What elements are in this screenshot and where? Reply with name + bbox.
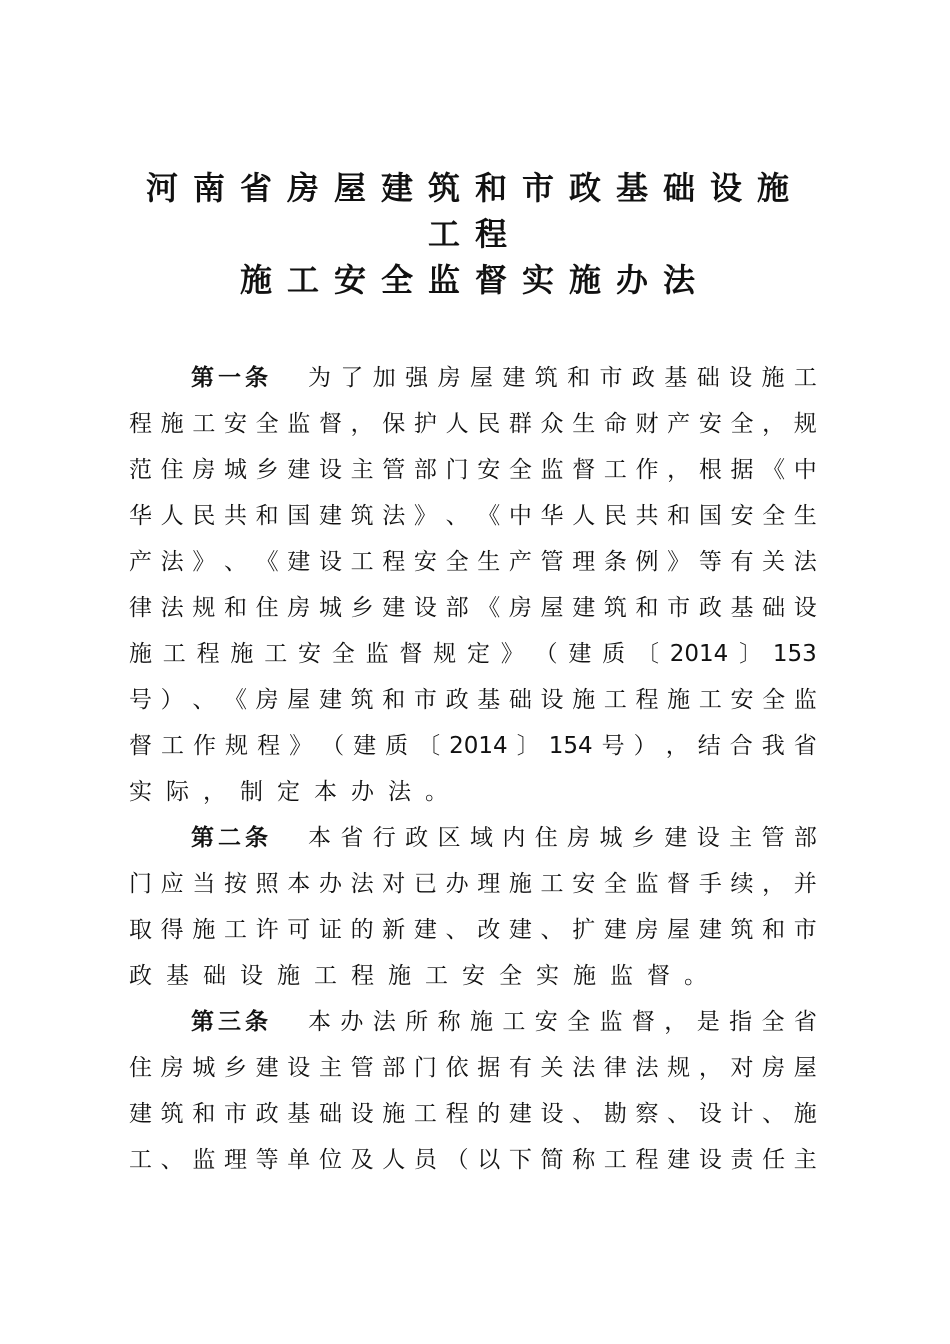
text-line: 督 工 作 规 程 》 （ 建 质 〔 2014 〕 154 号 ） ， 结 合 我 省 bbox=[129, 733, 817, 759]
article-heading: 第一条 bbox=[191, 365, 272, 391]
text-line: 产 法 》 、 《 建 设 工 程 安 全 生 产 管 理 条 例 》 等 有 关 法 bbox=[129, 549, 817, 575]
article-paragraph bbox=[129, 999, 817, 1183]
text-line: 范 住 房 城 乡 建 设 主 管 部 门 安 全 监 督 工 作 ， 根 据 《 中 bbox=[129, 457, 817, 483]
title-line-1: 河南省房屋建筑和市政基础设施 bbox=[145, 169, 804, 207]
text-line: 实 际 ， 制 定 本 办 法 。 bbox=[129, 779, 448, 805]
text-line: 住 房 城 乡 建 设 主 管 部 门 依 据 有 关 法 律 法 规 ， 对 房 屋 bbox=[129, 1055, 817, 1081]
article-heading: 第三条 bbox=[191, 1009, 272, 1035]
article-paragraph bbox=[129, 815, 817, 999]
text-line: 工 、 监 理 等 单 位 及 人 员 （ 以 下 简 称 工 程 建 设 责 任 主 bbox=[129, 1147, 817, 1173]
title-line-2: 工程 bbox=[427, 215, 522, 253]
text-line: 第二条 本 省 行 政 区 域 内 住 房 城 乡 建 设 主 管 部 bbox=[129, 815, 817, 861]
text-line: 施 工 程 施 工 安 全 监 督 规 定 》 （ 建 质 〔 2014 〕 153 bbox=[129, 641, 817, 667]
text-line: 程 施 工 安 全 监 督 ， 保 护 人 民 群 众 生 命 财 产 安 全 ， 规 bbox=[129, 411, 817, 437]
text-line: 政 基 础 设 施 工 程 施 工 安 全 实 施 监 督 。 bbox=[129, 963, 707, 989]
article-heading: 第二条 bbox=[191, 825, 272, 851]
text-line: 门 应 当 按 照 本 办 法 对 已 办 理 施 工 安 全 监 督 手 续 ， 并 bbox=[129, 871, 817, 897]
document-body bbox=[129, 355, 817, 1183]
text-line: 第三条 本 办 法 所 称 施 工 安 全 监 督 ， 是 指 全 省 bbox=[129, 999, 817, 1045]
text-line: 建 筑 和 市 政 基 础 设 施 工 程 的 建 设 、 勘 察 、 设 计 、 施 bbox=[129, 1101, 817, 1127]
text-line: 第一条 为 了 加 强 房 屋 建 筑 和 市 政 基 础 设 施 工 bbox=[129, 355, 817, 401]
article-paragraph bbox=[129, 355, 817, 815]
text-line: 华 人 民 共 和 国 建 筑 法 》 、 《 中 华 人 民 共 和 国 安 全 生 bbox=[129, 503, 817, 529]
text-line: 取 得 施 工 许 可 证 的 新 建 、 改 建 、 扩 建 房 屋 建 筑 和 市 bbox=[129, 917, 817, 943]
text-line: 律 法 规 和 住 房 城 乡 建 设 部 《 房 屋 建 筑 和 市 政 基 础 设 bbox=[129, 595, 817, 621]
document-title bbox=[0, 165, 950, 303]
title-line-3: 施工安全监督实施办法 bbox=[239, 261, 710, 299]
text-line: 号 ） 、 《 房 屋 建 筑 和 市 政 基 础 设 施 工 程 施 工 安 全 监 bbox=[129, 687, 817, 713]
